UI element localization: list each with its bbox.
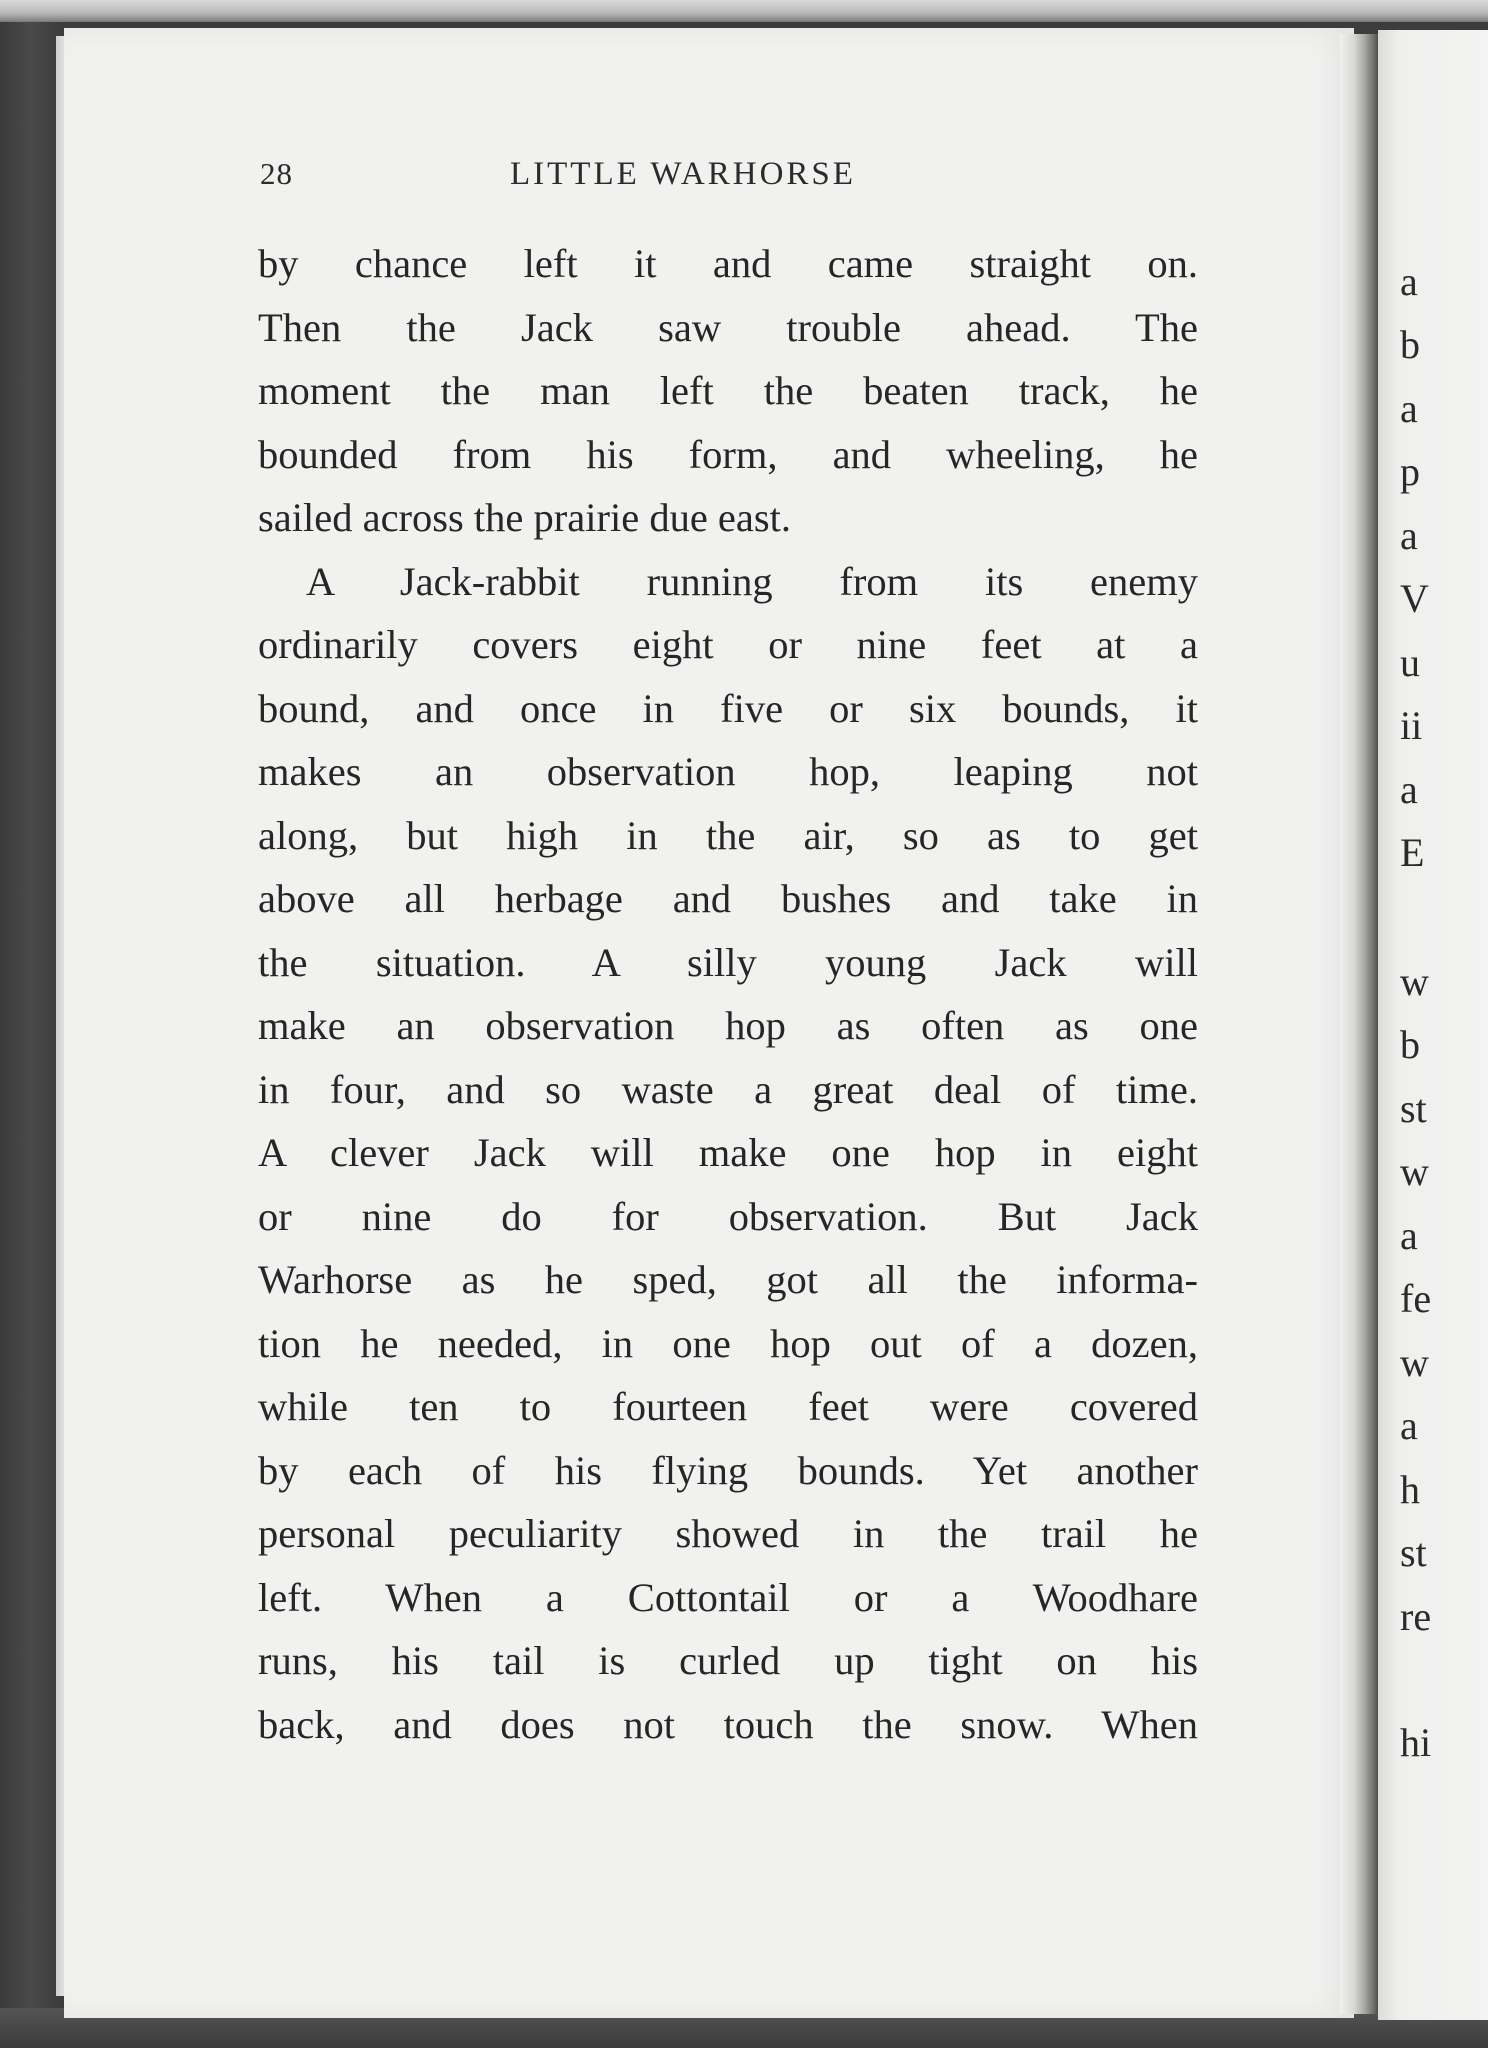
text-line: moment the man left the beaten track, he <box>258 368 1198 413</box>
facing-text-fragment: h <box>1400 1467 1420 1512</box>
facing-text-fragment: a <box>1400 1213 1418 1258</box>
page-gutter <box>1340 34 1380 2014</box>
facing-text-fragment: w <box>1400 1340 1429 1385</box>
text-line: back, and does not touch the snow. When <box>258 1701 1198 1747</box>
text-line: tion he needed, in one hop out of a dozen, <box>258 1320 1198 1366</box>
facing-text-fragment: p <box>1400 449 1420 494</box>
text-line: runs, his tail is curled up tight on his <box>258 1638 1198 1683</box>
page-header <box>260 156 960 206</box>
body-text <box>258 232 1198 1756</box>
facing-text-fragment: w <box>1400 959 1429 1004</box>
text-line: sailed across the prairie due east. <box>258 495 792 540</box>
running-head: LITTLE WARHORSE <box>510 156 856 192</box>
facing-text-fragment: st <box>1400 1086 1427 1131</box>
text-line: bounded from his form, and wheeling, he <box>258 431 1198 477</box>
text-line: left. When a Cottontail or a Woodhare <box>258 1574 1198 1620</box>
text-line: Warhorse as he sped, got all the informa- <box>258 1257 1198 1302</box>
facing-text-fragment: E <box>1400 830 1425 875</box>
facing-text-fragment: a <box>1400 513 1418 558</box>
text-line: by chance left it and came straight on. <box>258 241 1198 286</box>
text-line: Then the Jack saw trouble ahead. The <box>258 304 1198 350</box>
facing-text-fragment: b <box>1400 322 1420 367</box>
facing-text-fragment: re <box>1400 1594 1432 1639</box>
facing-text-fragment: st <box>1400 1530 1427 1575</box>
facing-text-fragment: a <box>1400 767 1418 812</box>
facing-text-fragment: hi <box>1400 1720 1432 1765</box>
text-line: while ten to fourteen feet were covered <box>258 1384 1198 1429</box>
facing-text-fragment: fe <box>1400 1276 1432 1321</box>
facing-text-fragment: u <box>1400 640 1420 685</box>
text-line: in four, and so waste a great deal of time. <box>258 1066 1198 1112</box>
facing-text-fragment: ii <box>1400 703 1423 748</box>
text-line: make an observation hop as often as one <box>258 1003 1198 1048</box>
text-line: or nine do for observation. But Jack <box>258 1193 1198 1239</box>
facing-text-fragment: a <box>1400 1403 1418 1448</box>
text-line: A Jack-rabbit running from its enemy <box>306 558 1198 604</box>
right-page <box>1378 30 1488 2020</box>
cover-top-edge <box>0 0 1488 22</box>
text-line: along, but high in the air, so as to get <box>258 812 1198 858</box>
text-line: the situation. A silly young Jack will <box>258 939 1198 985</box>
facing-text-fragment: V <box>1400 576 1429 621</box>
facing-text-fragment: b <box>1400 1022 1420 1067</box>
text-line: makes an observation hop, leaping not <box>258 749 1198 794</box>
text-line: above all herbage and bushes and take in <box>258 876 1198 921</box>
text-line: personal peculiarity showed in the trail he <box>258 1511 1198 1556</box>
facing-text-fragment: w <box>1400 1149 1429 1194</box>
facing-text-fragment: a <box>1400 259 1418 304</box>
facing-text-fragment: a <box>1400 386 1418 431</box>
text-line: by each of his flying bounds. Yet another <box>258 1447 1198 1493</box>
text-line: A clever Jack will make one hop in eight <box>258 1130 1198 1175</box>
text-line: bound, and once in five or six bounds, it <box>258 685 1198 731</box>
page-number: 28 <box>260 156 293 191</box>
text-line: ordinarily covers eight or nine feet at a <box>258 622 1198 667</box>
